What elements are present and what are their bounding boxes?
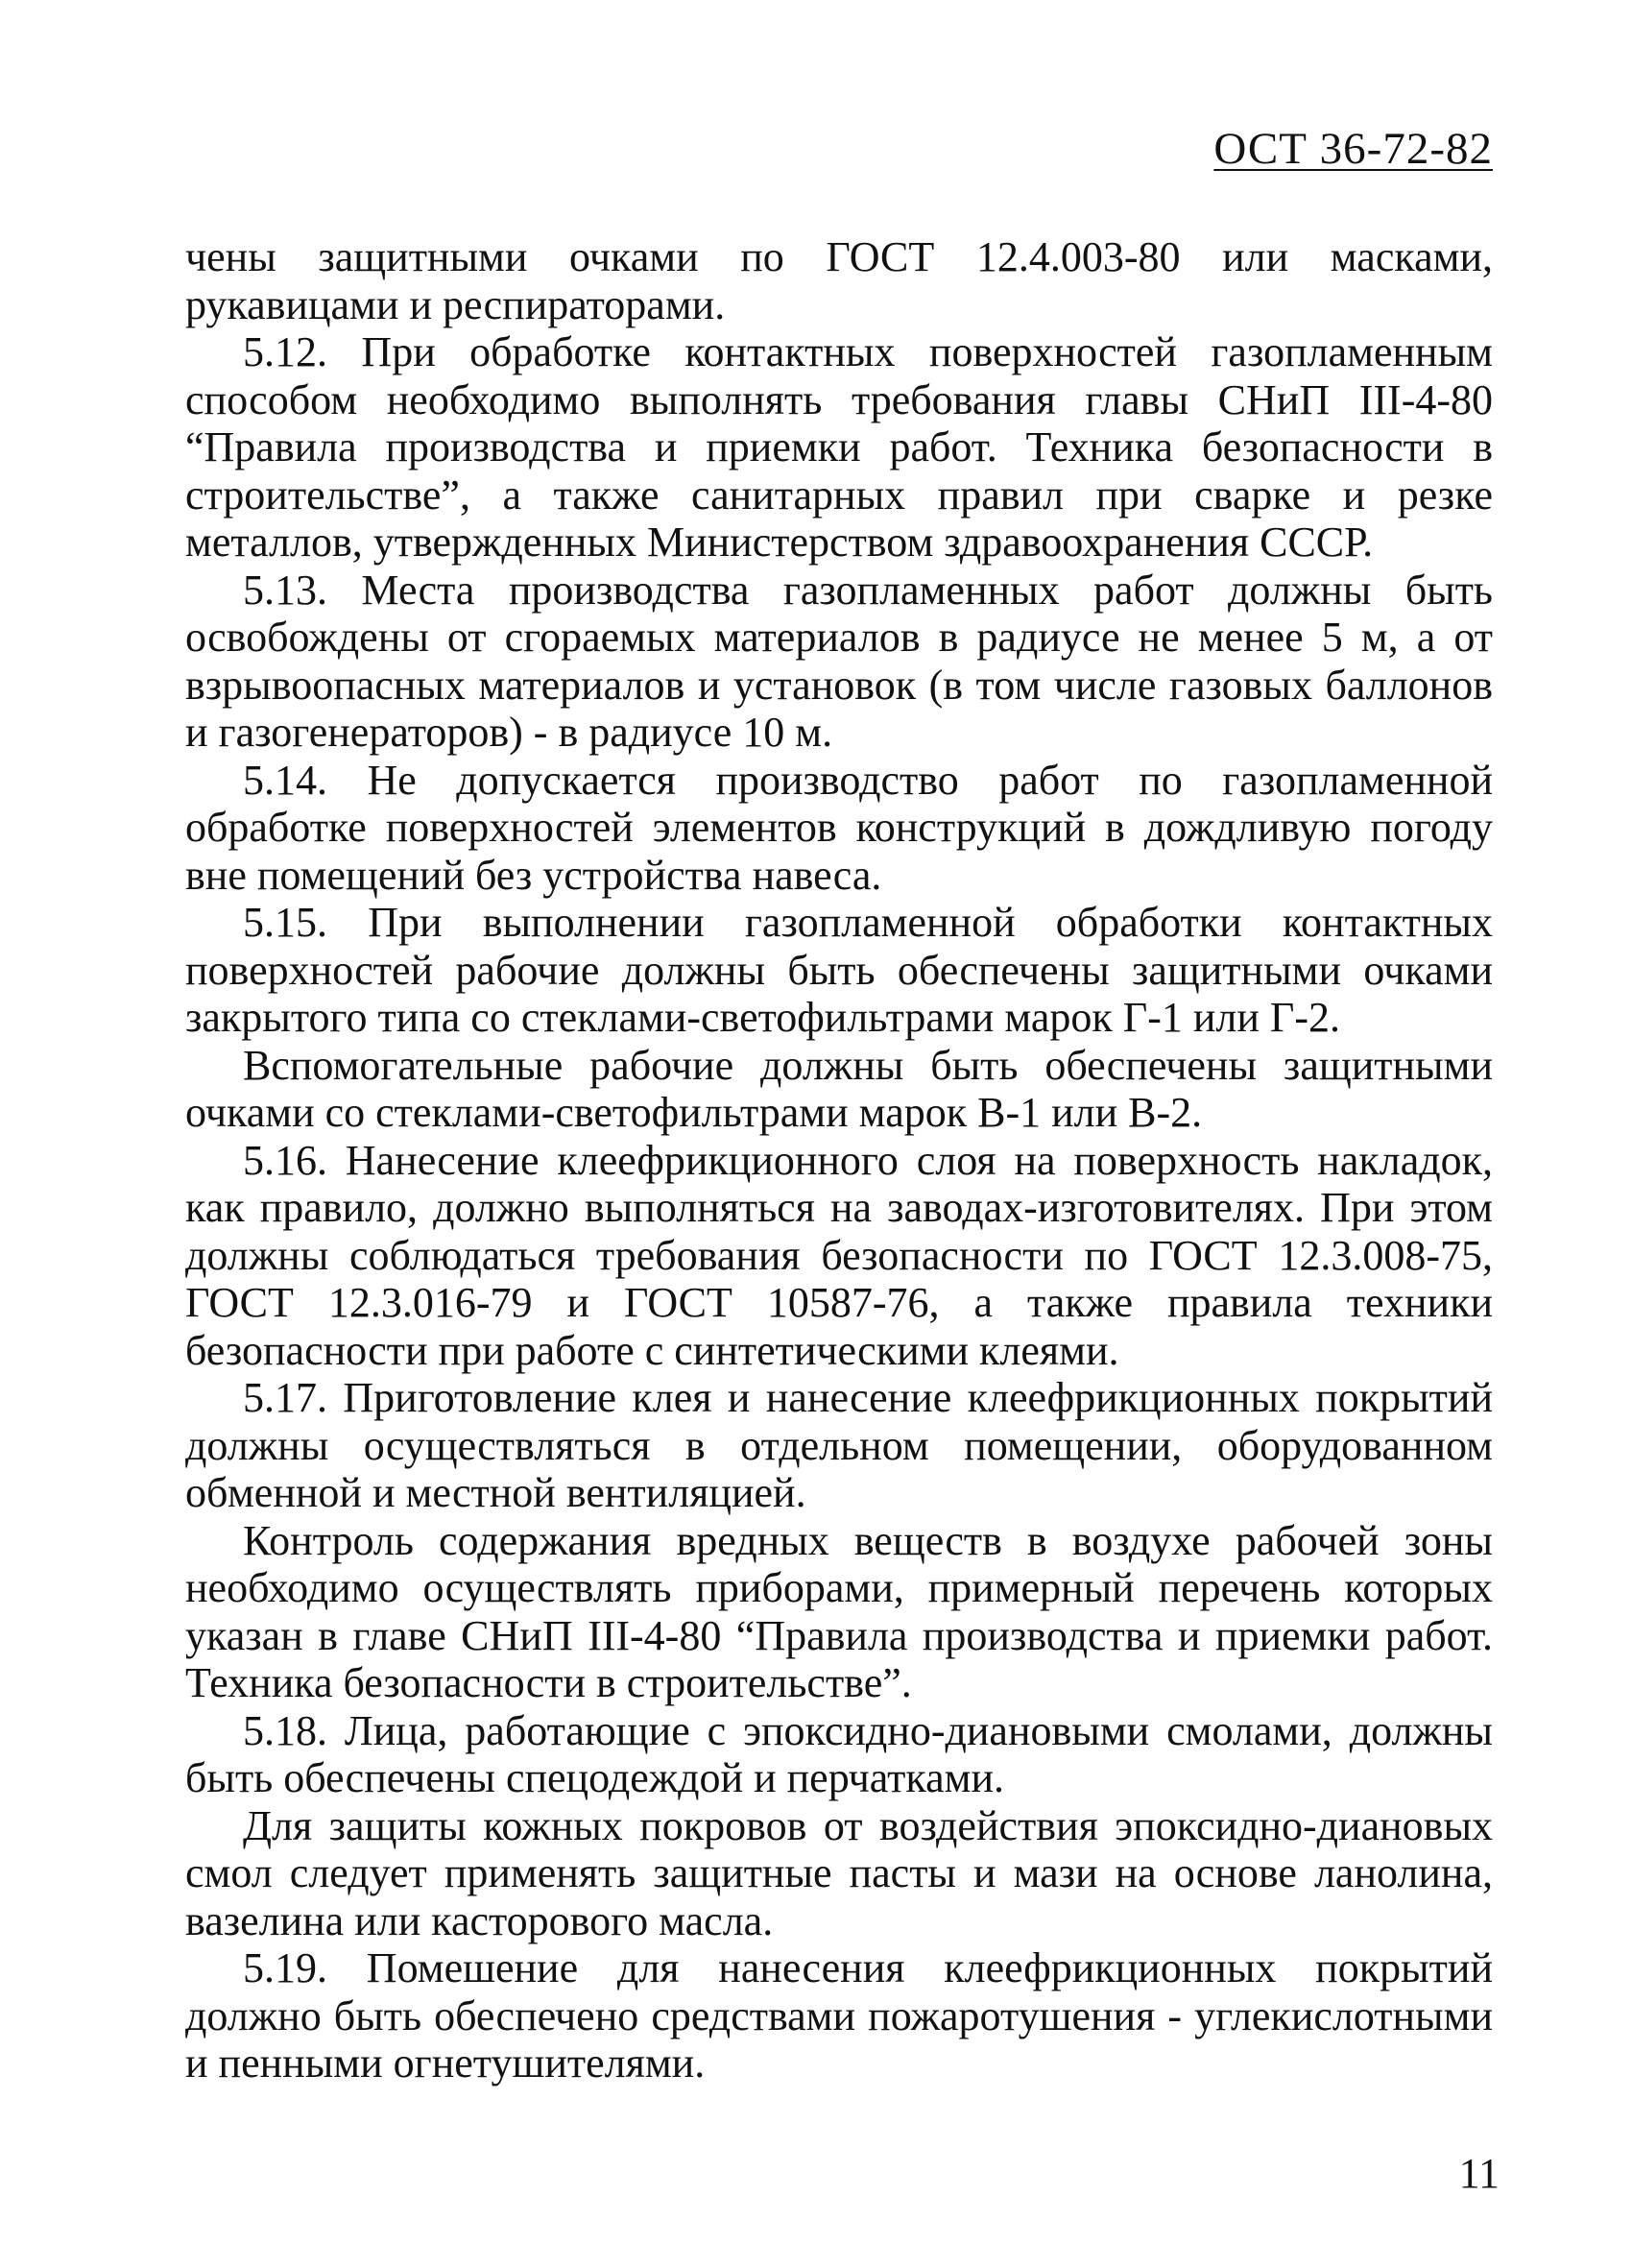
clause-5-15: 5.15. При выполнении газопламенной обработки контактных поверхностей рабочие должны быть обеспечены защитными очками закрытого типа со стеклами-светофильтрами марок Г-1 или Г-2. [185,899,1493,1041]
clause-5-13: 5.13. Места производства газопламенных работ должны быть освобождены от сгораемых материалов в радиусе не менее 5 м, а от взрывоопасных материалов и установок (в том числе газовых баллонов и газогенераторов) - в радиусе 10 м. [185,566,1493,756]
page-number: 11 [1458,2150,1500,2197]
clause-5-18-skin-protection: Для защиты кожных покровов от воздействия эпоксидно-диановых смол следует применять защитные пасты и мази на основе ланолина, вазелина или касторового масла. [185,1801,1493,1944]
clause-5-14: 5.14. Не допускается производство работ по газопламенной обработке поверхностей элементов конструкций в дождливую погоду вне помещений без устройства навеса. [185,756,1493,899]
paragraph-continuation: чены защитными очками по ГОСТ 12.4.003-80 или масками, рукавицами и респираторами. [185,233,1493,328]
clause-5-19: 5.19. Помешение для нанесения клеефрикционных покрытий должно быть обеспечено средствами пожаротушения - углекислотными и пенными огнетушителями. [185,1944,1493,2087]
clause-5-16: 5.16. Нанесение клеефрикционного слоя на поверхность накладок, как правило, должно выполняться на заводах-изготовителях. При этом должны соблюдаться требования безопасности по ГОСТ 12.3.008-75, ГОСТ 12.3.016-79 и ГОСТ 10587-76, а также правила техники безопасности при работе с синтетическими клеями. [185,1136,1493,1374]
clause-5-12: 5.12. При обработке контактных поверхностей газопламенным способом необходимо выполнять требования главы СНиП III-4-80 “Правила производства и приемки работ. Техника безопасности в строительстве”, а также санитарных правил при сварке и резке металлов, утвержденных Министерством здравоохранения СССР. [185,328,1493,566]
clause-5-18: 5.18. Лица, работающие с эпоксидно-диановыми смолами, должны быть обеспечены спецодеждой и перчатками. [185,1706,1493,1801]
clause-5-17: 5.17. Приготовление клея и нанесение клеефрикционных покрытий должны осуществляться в отдельном помещении, оборудованном обменной и местной вентиляцией. [185,1374,1493,1516]
clause-5-17-air-control: Контроль содержания вредных веществ в воздухе рабочей зоны необходимо осуществлять приборами, примерный перечень которых указан в главе СНиП III-4-80 “Правила производства и приемки работ. Техника безопасности в строительстве”. [185,1516,1493,1706]
clause-5-15-auxiliary-workers: Вспомогательные рабочие должны быть обеспечены защитными очками со стеклами-светофильтрами марок В-1 или В-2. [185,1041,1493,1136]
document-code: ОСТ 36-72-82 [1213,124,1493,174]
document-body [185,233,1493,2087]
